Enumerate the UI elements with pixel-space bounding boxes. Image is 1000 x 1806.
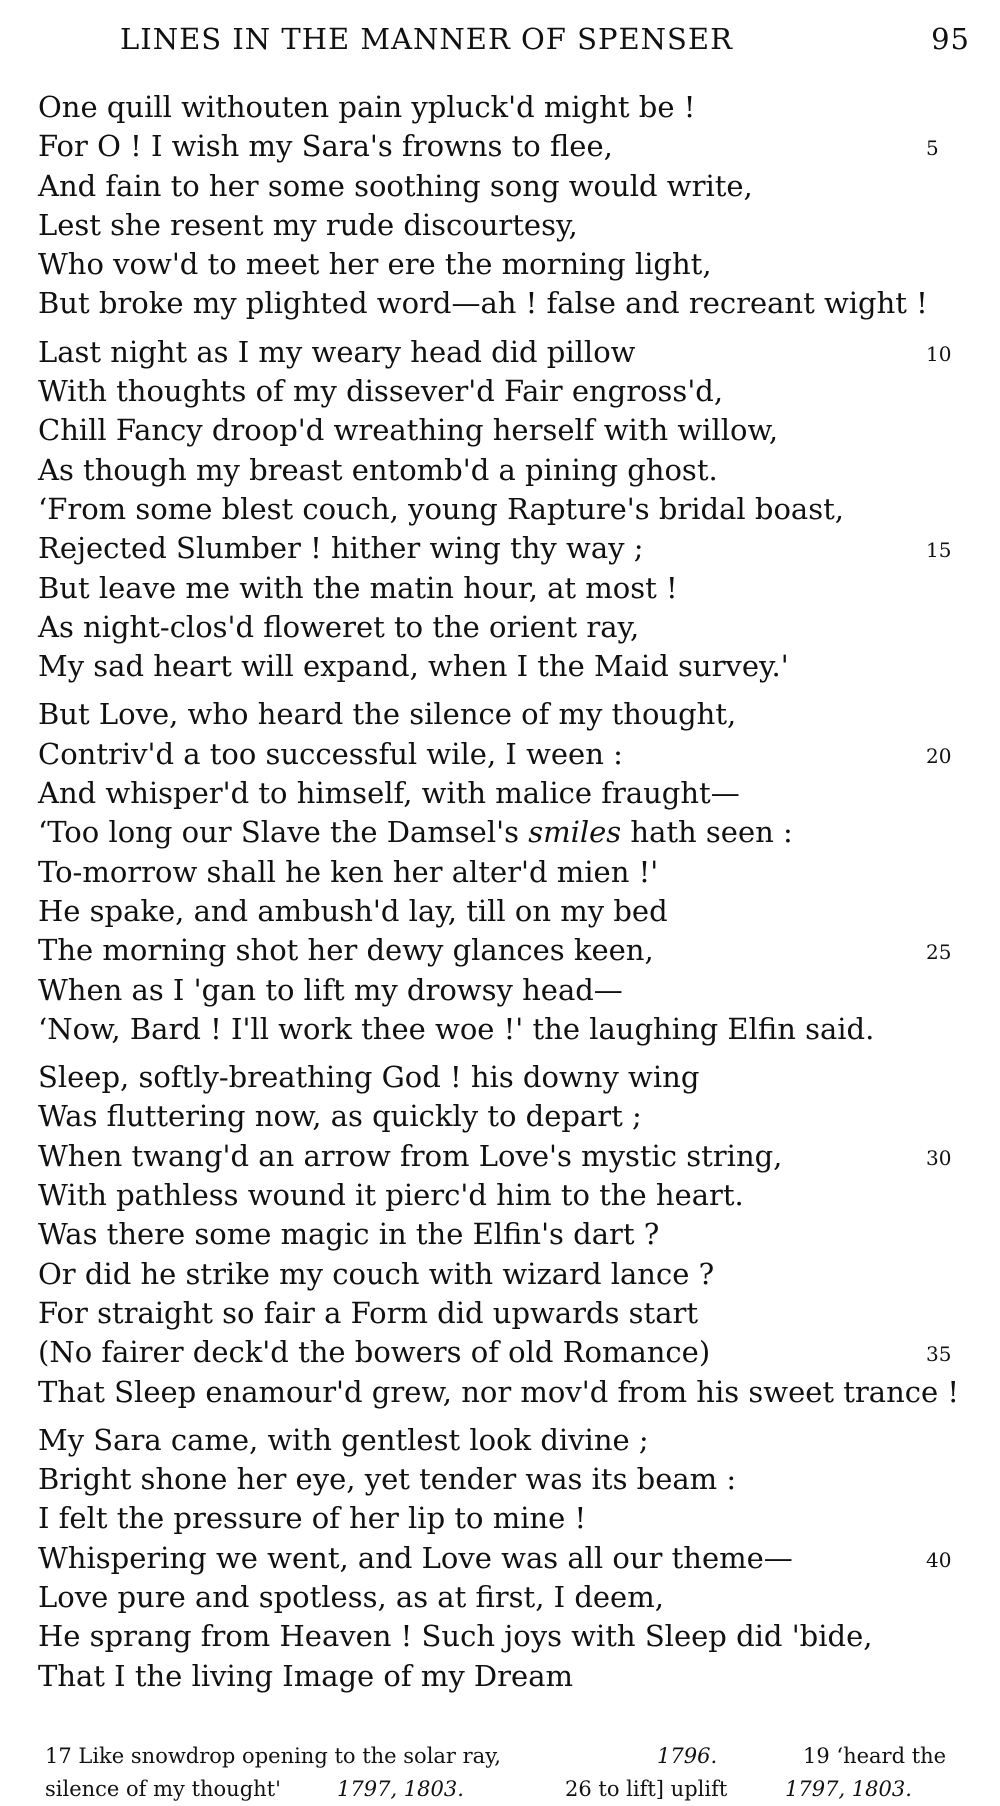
poem-line	[38, 853, 968, 892]
line-text: And fain to her some soothing song would write,	[38, 168, 753, 203]
line-text: When twang'd an arrow from Love's mystic string,	[38, 1138, 783, 1173]
line-text-continued: hath seen :	[621, 815, 793, 850]
running-title: LINES IN THE MANNER OF SPENSER	[120, 22, 733, 56]
line-text: Whispering we went, and Love was all our theme—	[38, 1540, 793, 1575]
line-text: That Sleep enamour'd grew, nor mov'd from his sweet trance !	[38, 1374, 960, 1409]
poem-line	[38, 1010, 968, 1049]
poem-line	[38, 735, 968, 774]
line-text: My sad heart will expand, when I the Maid survey.'	[38, 649, 789, 684]
poem-body	[38, 88, 968, 1705]
poem-line	[38, 88, 968, 127]
poem-line	[38, 1657, 968, 1696]
line-text: Rejected Slumber ! hither wing thy way ;	[38, 531, 644, 566]
poem-line	[38, 569, 968, 608]
poem-line	[38, 1539, 968, 1578]
poem-line	[38, 1460, 968, 1499]
poem-line	[38, 1058, 968, 1097]
poem-line	[38, 1421, 968, 1460]
line-number: 5	[926, 136, 939, 161]
line-text: ‘Too long our Slave the Damsel's	[38, 815, 529, 850]
poem-line	[38, 695, 968, 734]
line-text: Who vow'd to meet her ere the morning light,	[38, 247, 712, 282]
footnote-line	[45, 1740, 975, 1773]
poem-line	[38, 411, 968, 450]
footnote-26-date: 1797, 1803.	[785, 1777, 912, 1801]
poem-line	[38, 1333, 968, 1372]
line-text: My Sara came, with gentlest look divine ;	[38, 1422, 649, 1457]
stanza	[38, 333, 968, 687]
stanza	[38, 88, 968, 324]
poem-line	[38, 1097, 968, 1136]
poem-line	[38, 245, 968, 284]
line-text: With pathless wound it pierc'd him to the heart.	[38, 1178, 744, 1213]
running-header	[120, 22, 970, 66]
poem-line	[38, 127, 968, 166]
line-number: 20	[926, 743, 952, 768]
line-text: That I the living Image of my Dream	[38, 1658, 573, 1693]
line-text: For straight so fair a Form did upwards start	[38, 1295, 699, 1330]
poem-line	[38, 529, 968, 568]
line-text: Bright shone her eye, yet tender was its beam :	[38, 1462, 737, 1497]
line-text: (No fairer deck'd the bowers of old Romance)	[38, 1335, 711, 1370]
line-text: Was there some magic in the Elfin's dart ?	[38, 1217, 660, 1252]
line-text: Last night as I my weary head did pillow	[38, 334, 636, 369]
poem-line	[38, 813, 968, 852]
line-number: 15	[926, 538, 952, 563]
line-text: But Love, who heard the silence of my thought,	[38, 697, 737, 732]
poem-line	[38, 1137, 968, 1176]
line-text: Love pure and spotless, as at first, I deem,	[38, 1579, 664, 1614]
footnote-19-text: 19 ‘heard the	[803, 1744, 947, 1768]
poem-line	[38, 490, 968, 529]
line-text: Sleep, softly-breathing God ! his downy wing	[38, 1060, 700, 1095]
poem-line	[38, 1617, 968, 1656]
footnote-17-text: 17 Like snowdrop opening to the solar ray,	[45, 1744, 501, 1768]
poem-line	[38, 608, 968, 647]
line-text: With thoughts of my dissever'd Fair engross'd,	[38, 374, 724, 409]
poem-line	[38, 451, 968, 490]
line-text: To-morrow shall he ken her alter'd mien !'	[38, 854, 659, 889]
poem-line	[38, 1255, 968, 1294]
poem-line	[38, 647, 968, 686]
line-text: ‘Now, Bard ! I'll work thee woe !' the laughing Elfin said.	[38, 1011, 875, 1046]
poem-line	[38, 892, 968, 931]
poem-line	[38, 333, 968, 372]
stanza	[38, 1058, 968, 1412]
line-text: The morning shot her dewy glances keen,	[38, 933, 654, 968]
line-text: Contriv'd a too successful wile, I ween :	[38, 736, 623, 771]
poem-line	[38, 1578, 968, 1617]
line-text: But broke my plighted word—ah ! false and recreant wight !	[38, 286, 928, 321]
footnote-17-date: 1796.	[657, 1744, 718, 1768]
poem-line	[38, 167, 968, 206]
poem-line	[38, 284, 968, 323]
poem-line	[38, 774, 968, 813]
footnotes	[45, 1740, 975, 1806]
line-text: He sprang from Heaven ! Such joys with Sleep did 'bide,	[38, 1619, 873, 1654]
poem-line	[38, 971, 968, 1010]
poem-line	[38, 1176, 968, 1215]
poem-line	[38, 372, 968, 411]
footnote-line	[45, 1773, 975, 1806]
page-number: 95	[931, 22, 970, 56]
line-text: As night-clos'd floweret to the orient ray,	[38, 609, 640, 644]
line-number: 35	[926, 1342, 952, 1367]
stanza	[38, 695, 968, 1049]
poem-line	[38, 1294, 968, 1333]
line-text: Lest she resent my rude discourtesy,	[38, 207, 578, 242]
poem-line	[38, 206, 968, 245]
line-text: As though my breast entomb'd a pining ghost.	[38, 452, 718, 487]
line-italic-text: smiles	[528, 815, 622, 850]
line-text: And whisper'd to himself, with malice fraught—	[38, 776, 740, 811]
line-text: When as I 'gan to lift my drowsy head—	[38, 972, 623, 1007]
line-text: For O ! I wish my Sara's frowns to flee,	[38, 129, 613, 164]
poem-line	[38, 931, 968, 970]
line-text: He spake, and ambush'd lay, till on my bed	[38, 893, 668, 928]
line-number: 25	[926, 940, 952, 965]
line-text: Was fluttering now, as quickly to depart ;	[38, 1099, 642, 1134]
line-text: Chill Fancy droop'd wreathing herself with willow,	[38, 413, 779, 448]
line-text: But leave me with the matin hour, at most !	[38, 570, 678, 605]
stanza	[38, 1421, 968, 1696]
line-number: 40	[926, 1547, 952, 1572]
line-text: I felt the pressure of her lip to mine !	[38, 1501, 587, 1536]
poem-line	[38, 1373, 968, 1412]
line-text: Or did he strike my couch with wizard lance ?	[38, 1256, 715, 1291]
line-text: ‘From some blest couch, young Rapture's bridal boast,	[38, 491, 844, 526]
line-number: 30	[926, 1145, 952, 1170]
footnote-19-cont: silence of my thought'	[45, 1777, 281, 1801]
line-text: One quill withouten pain ypluck'd might be !	[38, 90, 696, 124]
poem-line	[38, 1215, 968, 1254]
line-number: 10	[926, 341, 952, 366]
footnote-19-date: 1797, 1803.	[337, 1777, 464, 1801]
footnote-26-text: 26 to lift] uplift	[565, 1777, 728, 1801]
poem-line	[38, 1499, 968, 1538]
